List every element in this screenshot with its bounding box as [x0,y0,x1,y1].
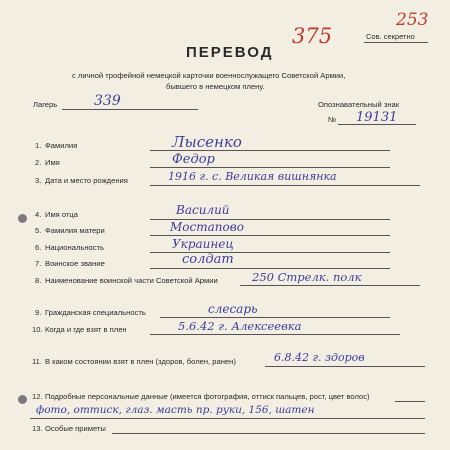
field-9-line [160,317,390,318]
field-11-value: 6.8.42 г. здоров [274,351,365,364]
field-9-label: Гражданская специальность [45,308,146,317]
field-12-num: 12. [32,392,43,401]
field-4-num: 4. [35,210,42,219]
subtitle-line1: с личной трофейной немецкой карточки военнослужащего Советской Армии, [72,71,346,80]
badge-label: Опознавательный знак [318,100,400,109]
field-10-num: 10. [32,325,43,334]
field-1-num: 1. [35,141,42,150]
camp-underline [62,109,198,110]
title-number: 375 [292,24,333,48]
field-6-label: Национальность [45,243,104,252]
field-13-label: Особые приметы [45,424,106,433]
field-5-line [150,235,390,236]
classification-underline [364,42,428,43]
field-12-value: фото, оттиск, глаз. масть пр. руки, 156, шатен [36,404,315,416]
punch-hole-top [18,214,27,223]
field-7-line [150,268,390,269]
field-12-line-2 [30,418,425,419]
field-6-num: 6. [35,243,42,252]
field-5-label: Фамилия матери [45,226,105,235]
camp-label: Лагерь [33,100,58,109]
field-6-value: Украинец [172,237,234,251]
page-title: ПЕРЕВОД [186,44,274,61]
field-3-num: 3. [35,176,42,185]
field-10-label: Когда и где взят в плен [45,325,127,334]
field-9-num: 9. [35,308,42,317]
field-9-value: слесарь [208,302,258,316]
field-12-label: Подробные персональные данные (имеется фотография, оттиск пальцев, рост, цвет волос) [45,392,370,401]
field-2-num: 2. [35,158,42,167]
field-13-num: 13. [32,424,43,433]
field-5-value: Мостаповo [170,220,244,234]
field-3-label: Дата и место рождения [45,176,128,185]
field-5-num: 5. [35,226,42,235]
subtitle-line2: бывшего в немецком плену. [166,82,265,91]
field-11-label: В каком состоянии взят в плен (здоров, болен, ранен) [45,357,236,366]
field-3-line [150,185,420,186]
field-10-value: 5.6.42 г. Алексеевка [178,319,302,333]
field-7-num: 7. [35,259,42,268]
field-8-label: Наименование воинской части Советской Армии [45,276,218,285]
field-4-label: Имя отца [45,210,79,219]
badge-value: 19131 [356,110,398,125]
field-8-num: 8. [35,276,42,285]
field-8-line [240,285,420,286]
field-7-value: солдат [182,252,234,267]
field-4-value: Василий [176,203,230,217]
field-1-value: Лысенко [172,133,242,151]
field-13-line [112,433,425,434]
field-3-value: 1916 г. с. Великая вишнянка [168,170,337,183]
camp-value: 339 [94,93,121,109]
field-2-line [150,167,390,168]
field-11-num: 11. [32,357,42,366]
field-7-label: Воинское звание [45,259,105,268]
top-right-number: 253 [396,10,429,30]
punch-hole-bottom [18,395,27,404]
classification-label: Сов. секретно [366,32,415,41]
field-2-value: Федор [172,152,215,167]
field-1-label: Фамилия [45,141,78,150]
field-8-value: 250 Стрелк. полк [252,270,362,284]
badge-prefix: № [328,115,337,124]
field-2-label: Имя [45,158,60,167]
field-10-line [150,334,400,335]
field-12-line [395,401,425,402]
field-11-line [265,366,425,367]
